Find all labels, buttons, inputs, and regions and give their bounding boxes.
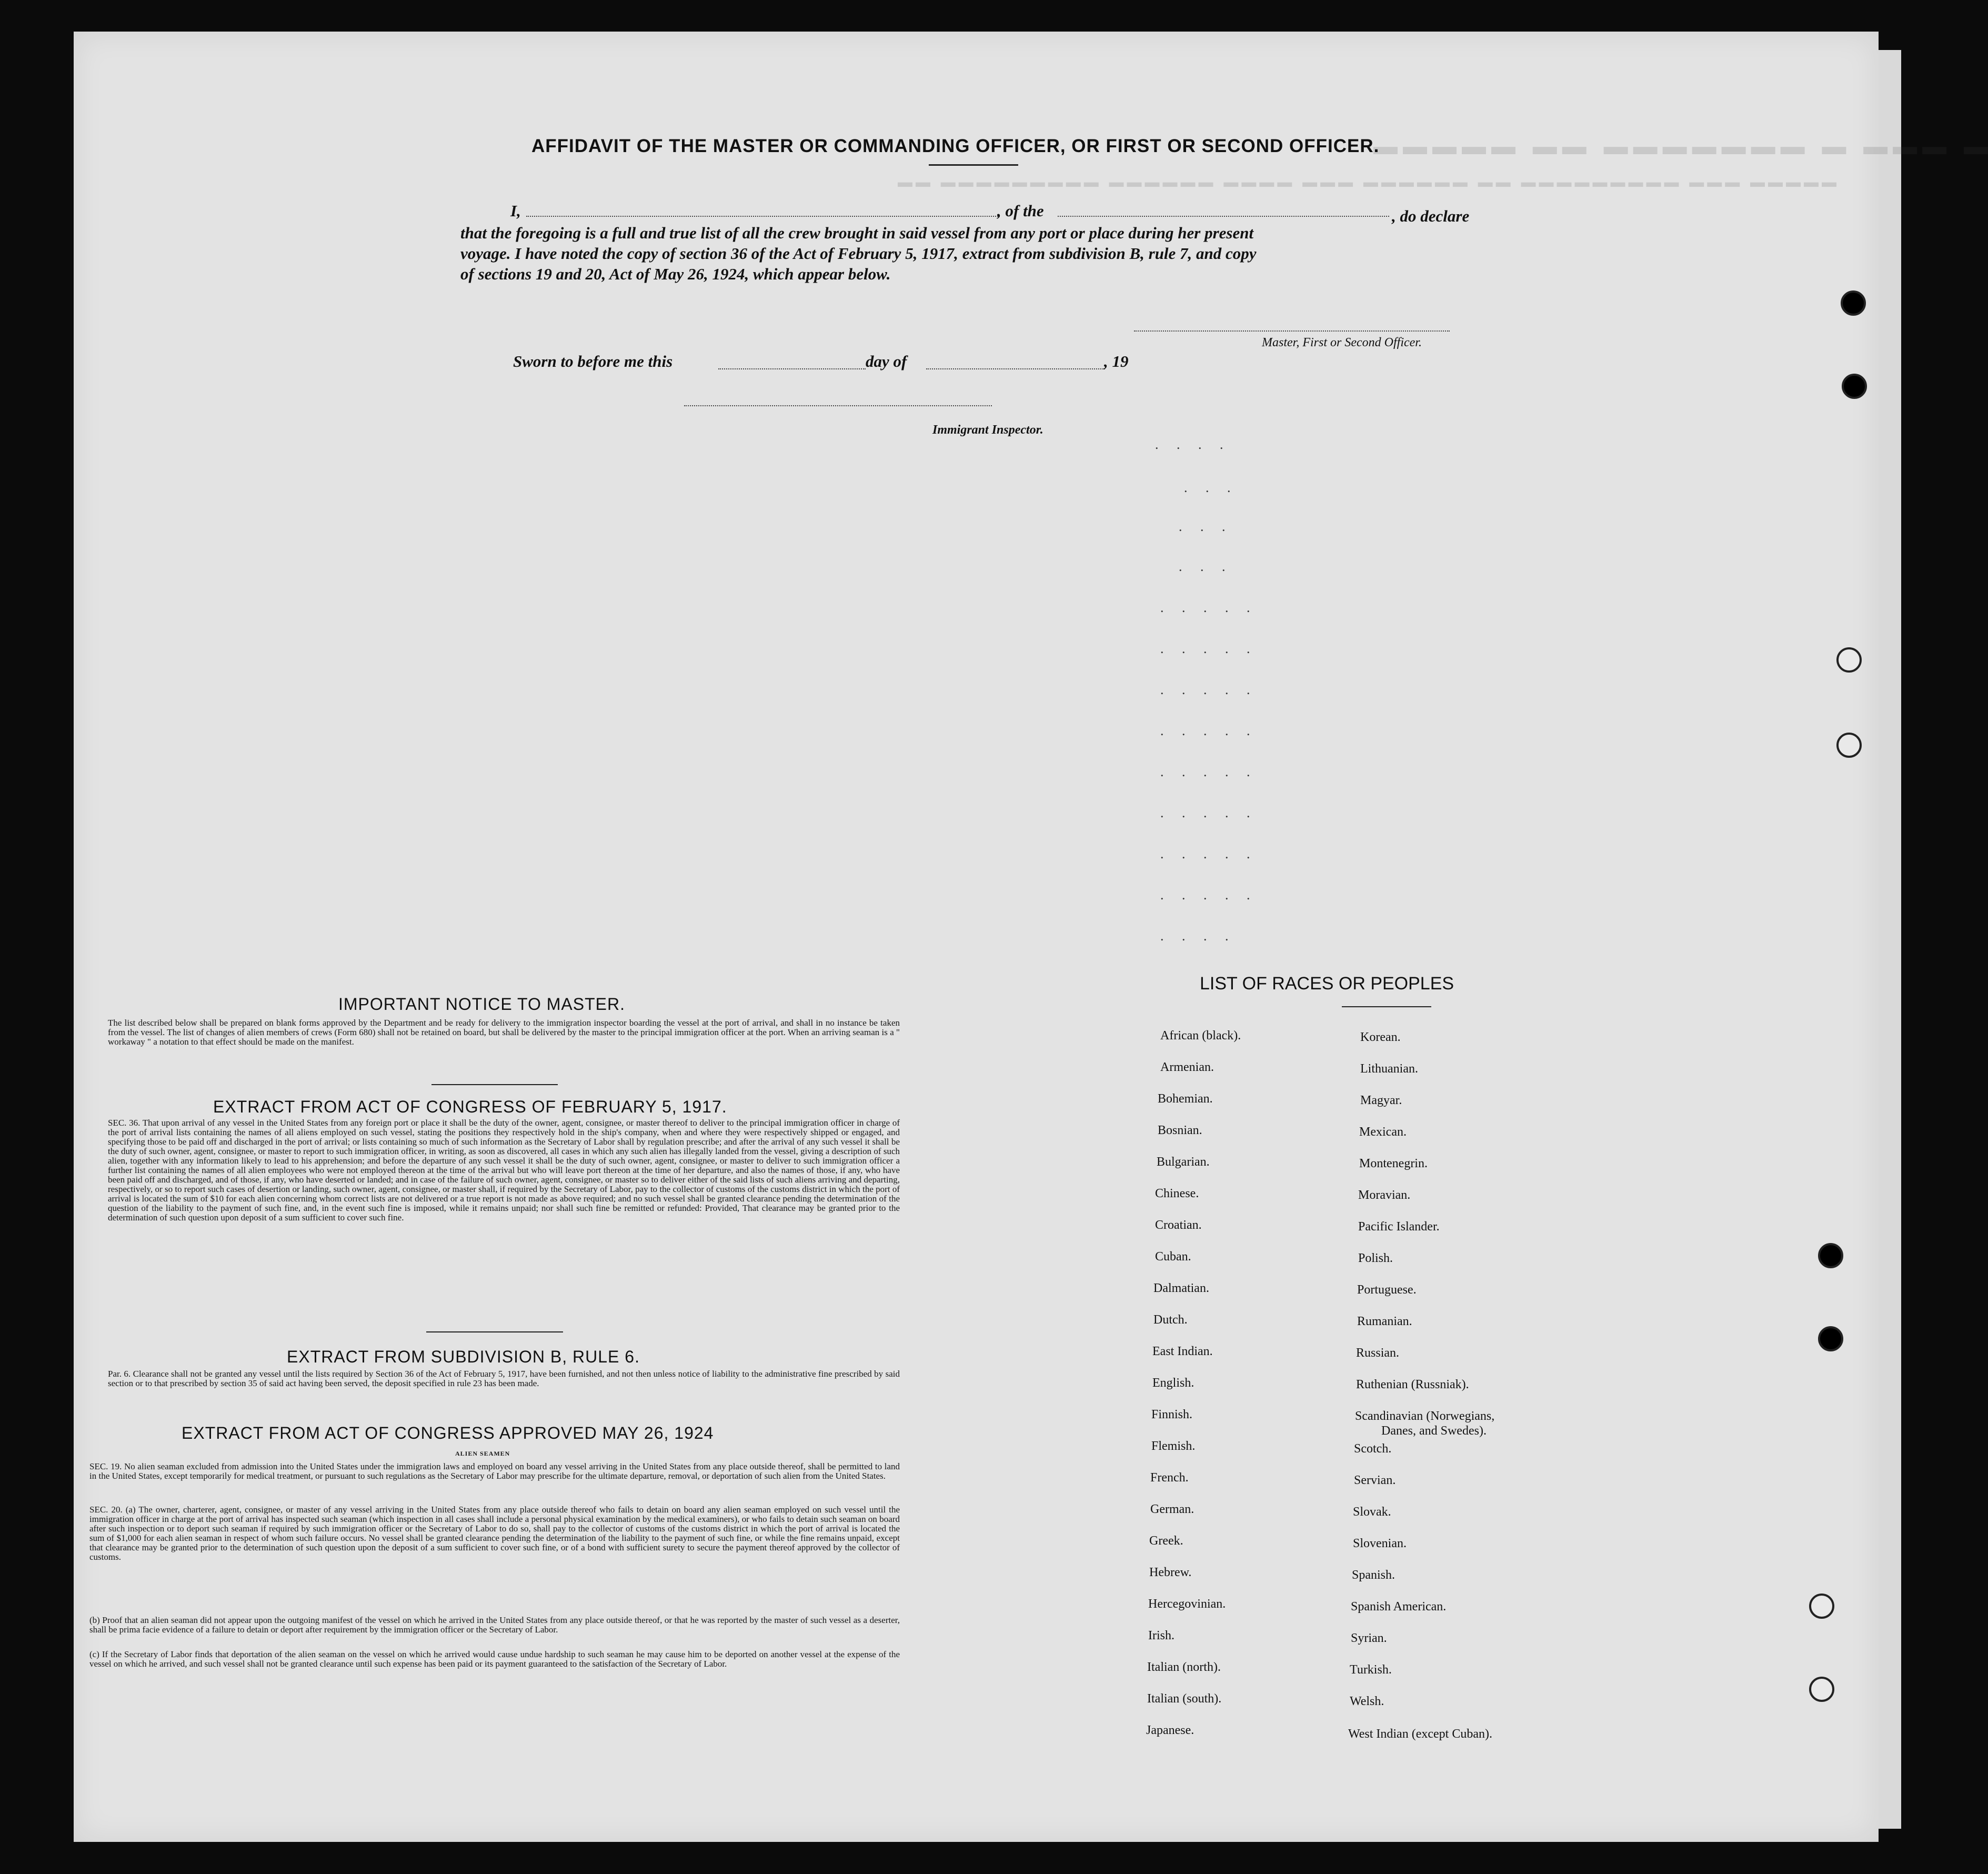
race-left-item: Bosnian. [1158,1124,1202,1137]
dot-row: . . . . . [1160,600,1258,615]
dot-row: . . . . . [1160,846,1258,861]
extract-1924-sec19: SEC. 19. No alien seaman excluded from admission into the United States under the immigration laws and employed on board any vessel arriving in the United States from any place outside thereof, shall be permitted to land in the United States, except temporarily for medical treatment, or pursuant to such regulations as the Secretary of Labor may prescribe for the ultimate departure, removal, or deportation of such alien from the United States. [89,1461,900,1481]
race-right-item: Polish. [1358,1251,1393,1265]
race-right-item: Portuguese. [1357,1283,1417,1297]
document-page [74,32,1879,1842]
dot-row: . . . . . [1160,682,1258,697]
race-left-item: Finnish. [1151,1408,1193,1421]
race-left-item: Flemish. [1151,1439,1196,1453]
affidavit-line-4: of sections 19 and 20, Act of May 26, 1924, which appear below. [460,265,891,283]
race-right-item: Montenegrin. [1359,1157,1428,1170]
notice-body: The list described below shall be prepared on blank forms approved by the Department and be ready for delivery to the immigration inspector boarding the vessel at the port of arrival, and shall in no instance be taken from the vessel. The list of changes of alien members of crews (Form 680) shall not be retained on board, but shall be delivered by the master to the principal immigration officer at the port. When an arriving seaman is a " workaway " a notation to that effect should be made on the manifest. [108,1018,900,1047]
race-left-item: Italian (south). [1147,1692,1222,1706]
punch-hole [1809,1677,1834,1702]
dot-row: . . . [1179,519,1233,534]
race-right-item: Mexican. [1359,1125,1407,1139]
affidavit-title: AFFIDAVIT OF THE MASTER OR COMMANDING OFFICER, OR FIRST OR SECOND OFFICER. [531,136,1380,156]
race-left-item: Bulgarian. [1157,1155,1210,1169]
punch-hole [1809,1594,1834,1619]
race-right-item: Lithuanian. [1360,1062,1418,1076]
race-right-item: Slovenian. [1353,1537,1407,1550]
punch-hole [1818,1243,1843,1268]
extract-1917-title: EXTRACT FROM ACT OF CONGRESS OF FEBRUARY 5, 1917. [213,1097,727,1116]
notice-title: IMPORTANT NOTICE TO MASTER. [338,995,625,1014]
dot-row: . . . . . [1160,764,1258,779]
extract-rule6-title: EXTRACT FROM SUBDIVISION B, RULE 6. [287,1347,640,1366]
race-right-item: Moravian. [1358,1188,1411,1202]
extract-1924-subtitle: ALIEN SEAMEN [455,1450,510,1457]
affidavit-title-rule [929,164,1018,166]
race-right-item: Scandinavian (Norwegians, [1355,1409,1495,1423]
race-right-item: Slovak. [1353,1505,1391,1519]
race-right-item: Syrian. [1351,1631,1387,1645]
punch-hole [1836,647,1862,673]
sworn-day-line[interactable] [718,368,866,369]
inspector-signature-line[interactable] [684,405,992,406]
race-left-item: Hebrew. [1149,1566,1192,1579]
races-title: LIST OF RACES OR PEOPLES [1200,974,1454,994]
race-right-item: Magyar. [1360,1094,1402,1107]
extract-1924-title: EXTRACT FROM ACT OF CONGRESS APPROVED MAY 26, 1924 [182,1424,714,1442]
dot-row: . . . . . [1160,887,1258,903]
race-right-item: Welsh. [1350,1695,1384,1708]
punch-hole [1841,290,1866,316]
extract-1924-sec20b: (b) Proof that an alien seaman did not appear upon the outgoing manifest of the vessel on which he arrived in the United States from any place outside thereof, or that he was reported by the master of such vessel as a deserter, shall be prima facie evidence of a failure to detain or deport after requirement by the immigration officer or the Secretary of Labor. [89,1615,900,1635]
affidavit-i-prefix: I, [510,202,521,220]
race-right-item: Pacific Islander. [1358,1220,1440,1234]
affidavit-of-the: , of the [997,202,1044,220]
race-right-item: Korean. [1360,1030,1401,1044]
sworn-month-line[interactable] [926,368,1105,369]
race-left-item: East Indian. [1152,1345,1213,1358]
inspector-label: Immigrant Inspector. [932,423,1043,437]
race-left-item: Croatian. [1155,1218,1202,1232]
race-left-item: Chinese. [1155,1187,1199,1200]
race-right-item-cont: Danes, and Swedes). [1381,1424,1487,1438]
punch-hole [1818,1326,1843,1351]
races-title-rule [1342,1006,1431,1007]
race-right-item: Servian. [1354,1474,1396,1487]
race-right-item: West Indian (except Cuban). [1348,1727,1492,1741]
punch-hole [1842,374,1867,399]
bleed-through-heading: ▬ ▬▬▬ ▬ ▬▬▬▬▬▬▬ ▬▬ ▬▬▬▬▬ [1368,132,1988,159]
race-left-item: Italian (north). [1147,1660,1221,1674]
sworn-prefix: Sworn to before me this [513,352,673,370]
race-right-item: Spanish American. [1351,1600,1447,1614]
race-left-item: Dutch. [1153,1313,1188,1327]
extract-1924-sec20a: SEC. 20. (a) The owner, charterer, agent, consignee, or master of any vessel arriving in the United States from any place outside thereof who fails to detain on board any alien seaman employed on such vessel until the immigration officer in charge at the port of arrival has inspected such seaman (which inspection in all cases shall include a personal physical examination by the medical examiners), or who fails to detain such seaman on board after such inspection or to deport such seaman if required by such immigration officer or the Secretary of Labor to do so, shall pay to the collector of customs of the customs district in which the port of arrival is located the sum of $1,000 for each alien seaman in respect of whom such failure occurs. No vessel shall be granted clearance pending the determination of the liability to the payment of such fine, or while the fine remains unpaid, except that clearance may be granted prior to the determination of such question upon the deposit of a sum sufficient to cover such fine, or of a bond with sufficient surety to secure the payment thereof approved by the collector of customs. [89,1505,900,1562]
name-line[interactable] [526,216,1000,217]
dot-row: . . . . . [1160,805,1258,820]
race-left-item: Dalmatian. [1153,1281,1209,1295]
race-left-item: Bohemian. [1158,1092,1213,1106]
affidavit-do-declare: , do declare [1392,207,1470,225]
race-right-item: Spanish. [1352,1568,1395,1582]
extract-rule6-body: Par. 6. Clearance shall not be granted any vessel until the lists required by Section 36 of the Act of February 5, 1917, have been furnished, and not then unless notice of liability to the administrative fine prescribed by said section or to that prescribed by section 35 of said act having been served, the deposit specified in rule 23 has been made. [108,1369,900,1388]
race-left-item: German. [1150,1502,1194,1516]
race-right-item: Ruthenian (Russniak). [1356,1378,1469,1391]
dot-row: . . . . [1160,928,1236,944]
bleed-through-lines: ▬▬▬▬▬ ▬▬▬ ▬▬▬▬▬▬▬▬▬ ▬▬ ▬▬▬▬▬▬ ▬▬▬ ▬▬▬▬ ▬▬▬▬▬▬ ▬▬▬▬▬▬▬▬▬ ▬▬ [895,174,1837,190]
race-right-item: Russian. [1356,1346,1400,1360]
race-left-item: African (black). [1160,1029,1241,1043]
master-signature-line[interactable] [1134,330,1450,332]
race-left-item: English. [1152,1376,1194,1390]
race-left-item: Armenian. [1160,1060,1214,1074]
race-right-item: Scotch. [1354,1442,1392,1456]
extract-1917-rule [426,1331,563,1332]
sworn-year-prefix: , 19 [1104,352,1129,370]
dot-row: . . . . [1155,437,1231,452]
race-left-item: Hercegovinian. [1148,1597,1226,1611]
affidavit-line-2: that the foregoing is a full and true list of all the crew brought in said vessel from any port or place during her present [460,224,1254,242]
race-left-item: Greek. [1149,1534,1183,1548]
race-left-item: French. [1150,1471,1189,1485]
dot-row: . . . [1179,559,1233,574]
sworn-day-of: day of [866,352,907,370]
race-left-item: Cuban. [1155,1250,1191,1264]
affidavit-line-3: voyage. I have noted the copy of section 36 of the Act of February 5, 1917, extract from subdivision B, rule 7, and copy [460,244,1257,263]
dot-row: . . . . . [1160,641,1258,656]
race-right-item: Rumanian. [1357,1315,1412,1328]
race-left-item: Irish. [1148,1629,1174,1642]
punch-hole [1836,733,1862,758]
race-left-item: Japanese. [1146,1723,1194,1737]
dot-row: . . . . . [1160,723,1258,738]
extract-1917-body: SEC. 36. That upon arrival of any vessel in the United States from any foreign port or place it shall be the duty of the owner, agent, consignee, or master thereof to deliver to the principal immigration officer in charge of the port of arrival lists containing the names of all aliens employed on such vessel, stating the positions they respectively hold in the ship's company, when and where they were respectively shipped or engaged, and specifying those to be paid off and discharged in the port of arrival; or lists containing so much of such information as the Secretary of Labor shall by regulation prescribe; and after the arrival of any such vessel it shall be the duty of such owner, agent, consignee, or master to report to such immigration officer, in writing, as soon as discovered, all cases in which any such alien has illegally landed from the vessel, giving a description of such alien, together with any information likely to lead to his apprehension; and before the departure of any such vessel it shall be the duty of such owner, agent, consignee, or master to deliver to such immigration officer a further list containing the names of all alien employees who were not employed thereon at the time of the arrival but who will leave port thereon at the time of her departure, and also the names of those, if any, who have been paid off and discharged, and of those, if any, who have deserted or landed; and in case of the failure of such owner, agent, consignee, or master so to deliver either of the said lists of such aliens arriving and departing, respectively, or so to report such cases of desertion or landing, such owner, agent, consignee, or master shall, if required by the Secretary of Labor, pay to the collector of customs of the customs district in which the port of arrival is located the sum of $10 for each alien concerning whom correct lists are not delivered or a true report is not made as above required; and no such vessel shall be granted clearance pending the determination of the question of the liability to the payment of such fine, and, in the event such fine is imposed, while it remains unpaid; nor shall such fine be remitted or refunded: Provided, That clearance may be granted prior to the determination of such question upon deposit of a sum sufficient to cover such fine. [108,1118,900,1222]
dot-row: . . . [1184,480,1238,495]
master-signature-label: Master, First or Second Officer. [1262,336,1422,349]
notice-rule [431,1084,558,1085]
vessel-line[interactable] [1058,216,1389,217]
race-right-item: Turkish. [1350,1663,1392,1677]
extract-1924-sec20c: (c) If the Secretary of Labor finds that deportation of the alien seaman on the vessel on which he arrived would cause undue hardship to such seaman he may cause him to be deported on another vessel at the expense of the vessel on which he arrived, and such vessel shall not be granted clearance until such expense has been paid or its payment guaranteed to the satisfaction of the Secretary of Labor. [89,1649,900,1669]
